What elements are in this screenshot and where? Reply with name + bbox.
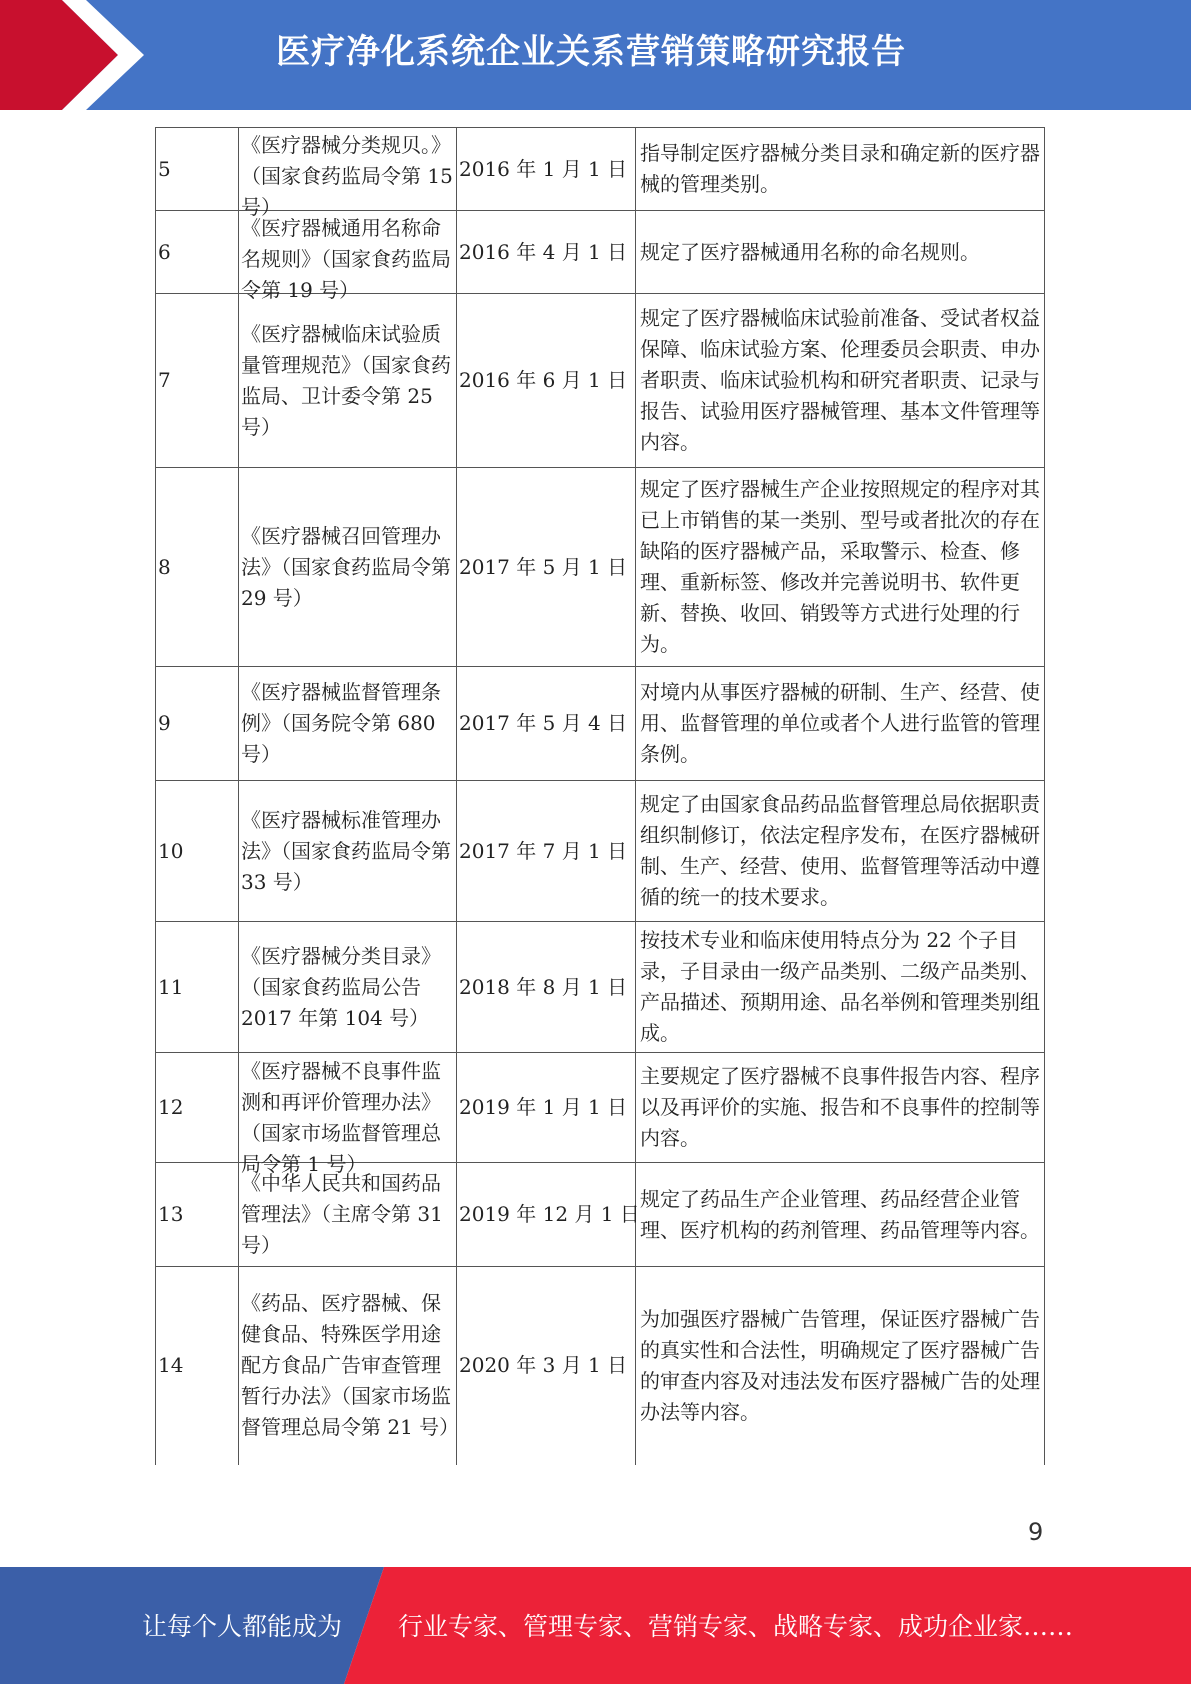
- effective-date: 2019 年 12 月 1 日: [457, 1163, 636, 1267]
- effective-date: 2017 年 5 月 4 日: [457, 667, 636, 781]
- regulation-description: 规定了由国家食品药品监督管理总局依据职责组织制修订，依法定程序发布，在医疗器械研制、生产、经营、使用、监督管理等活动中遵循的统一的技术要求。: [636, 781, 1045, 922]
- effective-date: 2016 年 1 月 1 日: [457, 128, 636, 211]
- page-header: [0, 0, 1191, 110]
- regulation-description: 规定了药品生产企业管理、药品经营企业管理、医疗机构的药剂管理、药品管理等内容。: [636, 1163, 1045, 1267]
- effective-date: 2016 年 4 月 1 日: [457, 211, 636, 294]
- regulation-description: 对境内从事医疗器械的研制、生产、经营、使用、监督管理的单位或者个人进行监管的管理条例。: [636, 667, 1045, 781]
- row-number: 12: [156, 1053, 239, 1163]
- regulation-name: [239, 211, 457, 302]
- table-row: [156, 128, 1045, 211]
- regulation-name: 《药品、医疗器械、保健食品、特殊医学用途配方食品广告审查管理暂行办法》（国家市场监督管理总局令第 21 号）: [239, 1267, 457, 1465]
- regulation-name-text: 《医疗器械不良事件监测和再评价管理办法》（国家市场监督管理总局令第 1 号）: [241, 1058, 441, 1176]
- regulation-name: 《中华人民共和国药品管理法》（主席令第 31 号）: [239, 1163, 457, 1267]
- regulation-description: 指导制定医疗器械分类目录和确定新的医疗器械的管理类别。: [636, 128, 1045, 211]
- row-number: 10: [156, 781, 239, 922]
- effective-date: 2018 年 8 月 1 日: [457, 922, 636, 1053]
- page-footer: [0, 1567, 1191, 1684]
- page-number: 9: [1028, 1518, 1044, 1546]
- regulation-name: 《医疗器械分类目录》（国家食药监局公告 2017 年第 104 号）: [239, 922, 457, 1053]
- regulation-name: 《医疗器械监督管理条例》（国务院令第 680 号）: [239, 667, 457, 781]
- table-row: [156, 468, 1045, 667]
- row-number: 13: [156, 1163, 239, 1267]
- regulation-name: [239, 128, 457, 219]
- effective-date: 2019 年 1 月 1 日: [457, 1053, 636, 1163]
- regulation-name: 《医疗器械标准管理办法》（国家食药监局令第 33 号）: [239, 781, 457, 922]
- regulation-description: 按技术专业和临床使用特点分为 22 个子目录，子目录由一级产品类别、二级产品类别、产品描述、预期用途、品名举例和管理类别组成。: [636, 922, 1045, 1053]
- row-number: 6: [156, 211, 239, 294]
- regulation-description: 主要规定了医疗器械不良事件报告内容、程序以及再评价的实施、报告和不良事件的控制等内容。: [636, 1053, 1045, 1163]
- table-row: [156, 781, 1045, 922]
- row-number: 11: [156, 922, 239, 1053]
- table-row: [156, 1053, 1045, 1163]
- regulation-description: 规定了医疗器械临床试验前准备、受试者权益保障、临床试验方案、伦理委员会职责、申办者职责、临床试验机构和研究者职责、记录与报告、试验用医疗器械管理、基本文件管理等内容。: [636, 294, 1045, 468]
- table-row: [156, 211, 1045, 294]
- regulation-name: 《医疗器械临床试验质量管理规范》（国家食药监局、卫计委令第 25 号）: [239, 294, 457, 468]
- regulations-table: [155, 127, 1045, 1465]
- table-row: [156, 1163, 1045, 1267]
- regulation-name: [239, 1053, 457, 1176]
- table-row: [156, 1267, 1045, 1465]
- regulation-name-text: 《医疗器械通用名称命名规则》（国家食药监局令第 19 号）: [241, 216, 451, 302]
- report-title: 医疗净化系统企业关系营销策略研究报告: [276, 32, 906, 72]
- footer-slogan-lead: 让每个人都能成为: [142, 1612, 343, 1641]
- regulation-name: 《医疗器械召回管理办法》（国家食药监局令第 29 号）: [239, 468, 457, 667]
- row-number: 9: [156, 667, 239, 781]
- regulation-name-text: 《医疗器械分类规贝。》（国家食药监局令第 15 号）: [241, 133, 453, 219]
- regulation-description: 规定了医疗器械通用名称的命名规则。: [636, 211, 1045, 294]
- table-row: [156, 294, 1045, 468]
- regulation-description: 为加强医疗器械广告管理，保证医疗器械广告的真实性和合法性，明确规定了医疗器械广告的审查内容及对违法发布医疗器械广告的处理办法等内容。: [636, 1267, 1045, 1465]
- footer-slogan-roles: 行业专家、管理专家、营销专家、战略专家、成功企业家……: [398, 1612, 1074, 1641]
- effective-date: 2020 年 3 月 1 日: [457, 1267, 636, 1465]
- table-row: [156, 922, 1045, 1053]
- regulation-description: 规定了医疗器械生产企业按照规定的程序对其已上市销售的某一类别、型号或者批次的存在缺陷的医疗器械产品，采取警示、检查、修理、重新标签、修改并完善说明书、软件更新、替换、收回、销毁等方式进行处理的行为。: [636, 468, 1045, 667]
- effective-date: 2017 年 7 月 1 日: [457, 781, 636, 922]
- row-number: 14: [156, 1267, 239, 1465]
- effective-date: 2017 年 5 月 1 日: [457, 468, 636, 667]
- row-number: 5: [156, 128, 239, 211]
- row-number: 7: [156, 294, 239, 468]
- row-number: 8: [156, 468, 239, 667]
- effective-date: 2016 年 6 月 1 日: [457, 294, 636, 468]
- table-row: [156, 667, 1045, 781]
